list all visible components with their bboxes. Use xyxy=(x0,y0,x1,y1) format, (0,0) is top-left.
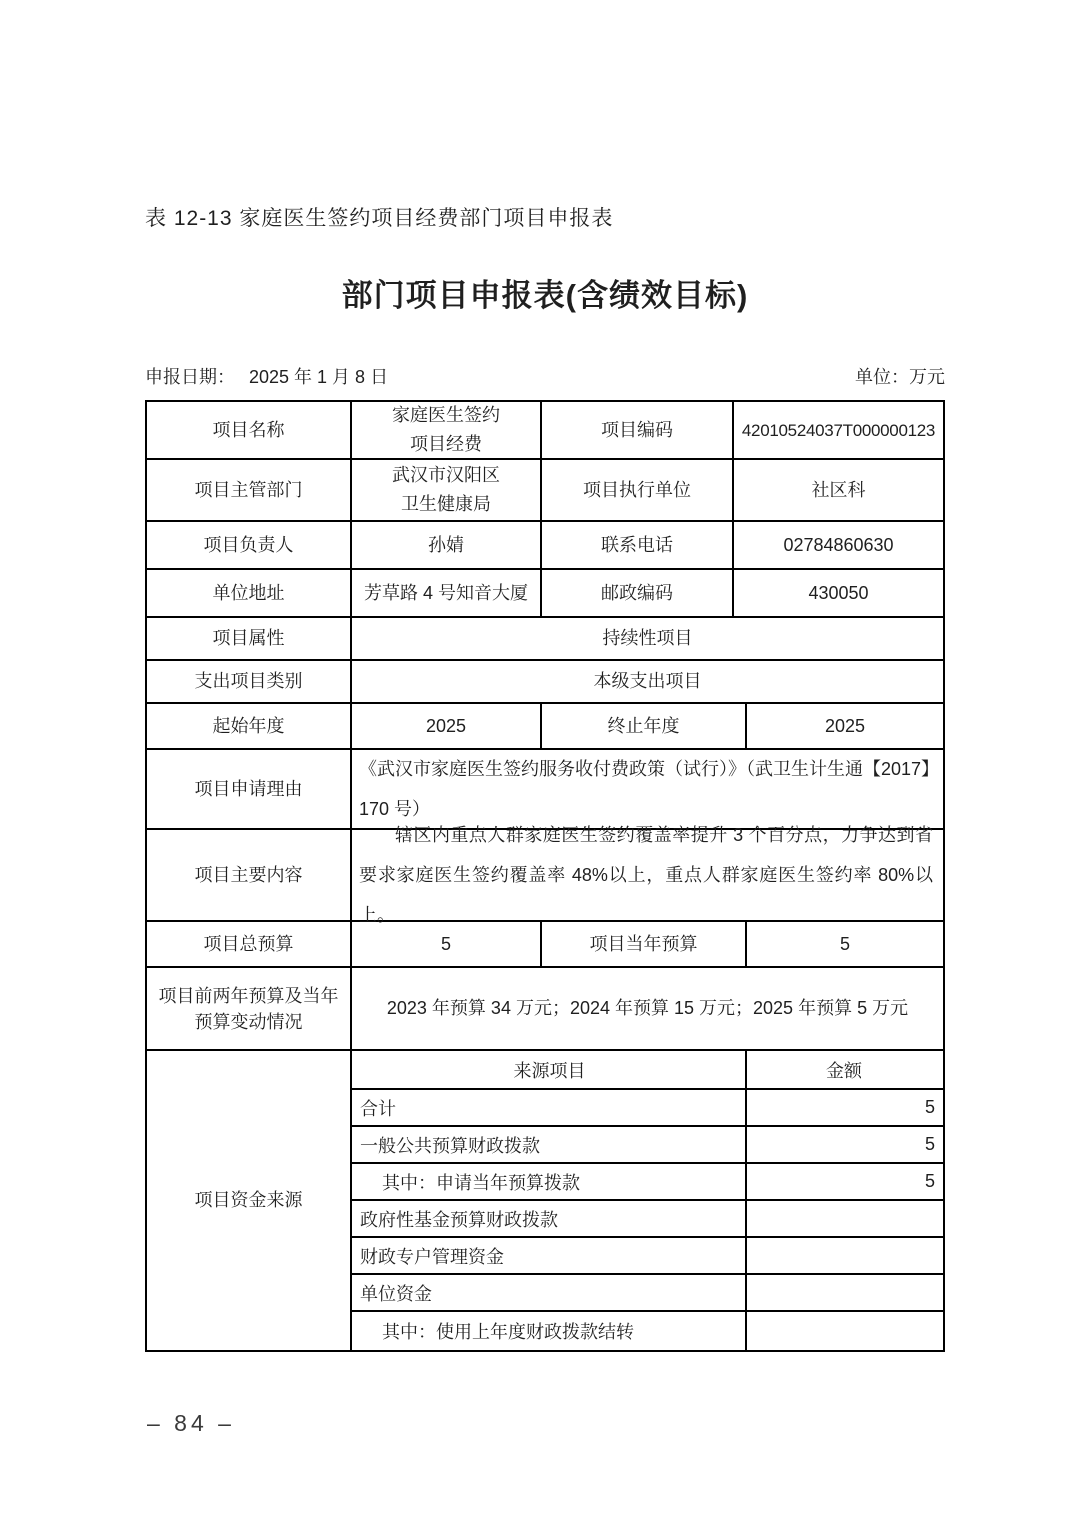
funding-row-gov-fund xyxy=(352,1201,943,1238)
year-budget-value: 5 xyxy=(839,933,850,954)
project-code-label: 项目编码 xyxy=(542,402,734,458)
phone-label: 联系电话 xyxy=(542,522,734,568)
postcode-label: 邮政编码 xyxy=(542,570,734,616)
row-attribute xyxy=(147,618,943,661)
row-content xyxy=(147,825,943,925)
history-value: 2023 年预算 34 万元；2024 年预算 15 万元；2025 年预算 5 万元 xyxy=(386,998,909,1018)
dept-line1: 武汉市汉阳区 xyxy=(392,465,500,485)
exec-unit-value: 社区科 xyxy=(811,479,866,500)
funding-amount xyxy=(747,1275,943,1310)
table-caption: 表 12-13 家庭医生签约项目经费部门项目申报表 xyxy=(145,207,614,230)
funding-source: 其中：使用上年度财政拨款结转 xyxy=(352,1312,747,1350)
project-name-line1: 家庭医生签约 xyxy=(392,405,500,425)
funding-row-current-year xyxy=(352,1164,943,1201)
attribute-label: 项目属性 xyxy=(147,618,352,659)
funding-amount xyxy=(747,1201,943,1236)
funding-header-row xyxy=(352,1051,943,1090)
funding-row-general-budget xyxy=(352,1127,943,1164)
content-value xyxy=(352,825,943,925)
funding-source: 合计 xyxy=(352,1090,747,1125)
expense-type-value: 本级支出项目 xyxy=(593,671,702,691)
row-leader xyxy=(147,522,943,570)
leader-value: 孙婧 xyxy=(352,522,542,568)
total-budget-label: 项目总预算 xyxy=(147,922,352,966)
funding-subtable xyxy=(352,1051,943,1350)
project-code-text: 42010524037T000000123 xyxy=(741,420,936,440)
expense-type-label: 支出项目类别 xyxy=(147,661,352,702)
content-text: 辖区内重点人群家庭医生签约覆盖率提升 3 个百分点，力争达到省要求家庭医生签约覆盖率 48%以上，重点人群家庭医生签约率 80%以上。 xyxy=(359,825,933,925)
row-expense-type xyxy=(147,661,943,704)
project-name-line2: 项目经费 xyxy=(410,434,482,454)
application-form-table xyxy=(145,400,945,1352)
funding-row-unit-fund xyxy=(352,1275,943,1312)
funding-source: 其中：申请当年预算拨款 xyxy=(352,1164,747,1199)
reason-label: 项目申请理由 xyxy=(147,750,352,828)
funding-amount-header: 金额 xyxy=(826,1060,862,1081)
row-dept xyxy=(147,460,943,522)
funding-source: 财政专户管理资金 xyxy=(352,1238,747,1273)
funding-source-header: 来源项目 xyxy=(352,1051,747,1088)
declare-date-value: 2025 年 1 月 8 日 xyxy=(249,367,389,387)
funding-amount xyxy=(747,1312,943,1350)
page-title: 部门项目申报表(含绩效目标) xyxy=(341,278,749,313)
exec-unit-label: 项目执行单位 xyxy=(542,460,734,520)
end-year-label: 终止年度 xyxy=(542,704,747,748)
funding-row-carryover xyxy=(352,1312,943,1350)
funding-source: 单位资金 xyxy=(352,1275,747,1310)
project-code-value xyxy=(734,402,943,458)
funding-source: 一般公共预算财政拨款 xyxy=(352,1127,747,1162)
postcode-value: 430050 xyxy=(808,582,869,603)
funding-amount xyxy=(747,1238,943,1273)
start-year-label: 起始年度 xyxy=(147,704,352,748)
project-name-value xyxy=(352,402,542,458)
leader-label: 项目负责人 xyxy=(147,522,352,568)
address-value: 芳草路 4 号知音大厦 xyxy=(352,570,542,616)
dept-line2: 卫生健康局 xyxy=(401,494,491,514)
project-name-label: 项目名称 xyxy=(147,402,352,458)
funding-amount: 5 xyxy=(924,1134,935,1154)
row-funding xyxy=(147,1051,943,1350)
unit-label: 单位：万元 xyxy=(855,367,945,387)
row-history xyxy=(147,968,943,1051)
total-budget-value: 5 xyxy=(352,922,542,966)
attribute-value: 持续性项目 xyxy=(602,628,693,648)
row-budget xyxy=(147,922,943,968)
end-year-value: 2025 xyxy=(824,715,866,736)
dept-value xyxy=(352,460,542,520)
content-label: 项目主要内容 xyxy=(147,830,352,920)
funding-row-total xyxy=(352,1090,943,1127)
history-label: 项目前两年预算及当年预算变动情况 xyxy=(147,968,352,1049)
funding-amount: 5 xyxy=(924,1097,935,1117)
funding-label: 项目资金来源 xyxy=(147,1051,352,1350)
funding-amount: 5 xyxy=(924,1171,935,1191)
meta-row xyxy=(145,363,945,389)
year-budget-label: 项目当年预算 xyxy=(542,922,747,966)
funding-row-fiscal-account xyxy=(352,1238,943,1275)
start-year-value: 2025 xyxy=(352,704,542,748)
reason-text: 《武汉市家庭医生签约服务收付费政策（试行）》（武卫生计生通【2017】170 号） xyxy=(359,759,931,819)
page-number: – 84 – xyxy=(147,1410,235,1436)
row-project-name xyxy=(147,402,943,460)
address-label: 单位地址 xyxy=(147,570,352,616)
dept-label: 项目主管部门 xyxy=(147,460,352,520)
phone-value: 02784860630 xyxy=(783,534,894,555)
funding-source: 政府性基金预算财政拨款 xyxy=(352,1201,747,1236)
row-address xyxy=(147,570,943,618)
row-years xyxy=(147,704,943,750)
declare-date-label: 申报日期： xyxy=(145,367,235,387)
declare-date xyxy=(145,363,388,389)
